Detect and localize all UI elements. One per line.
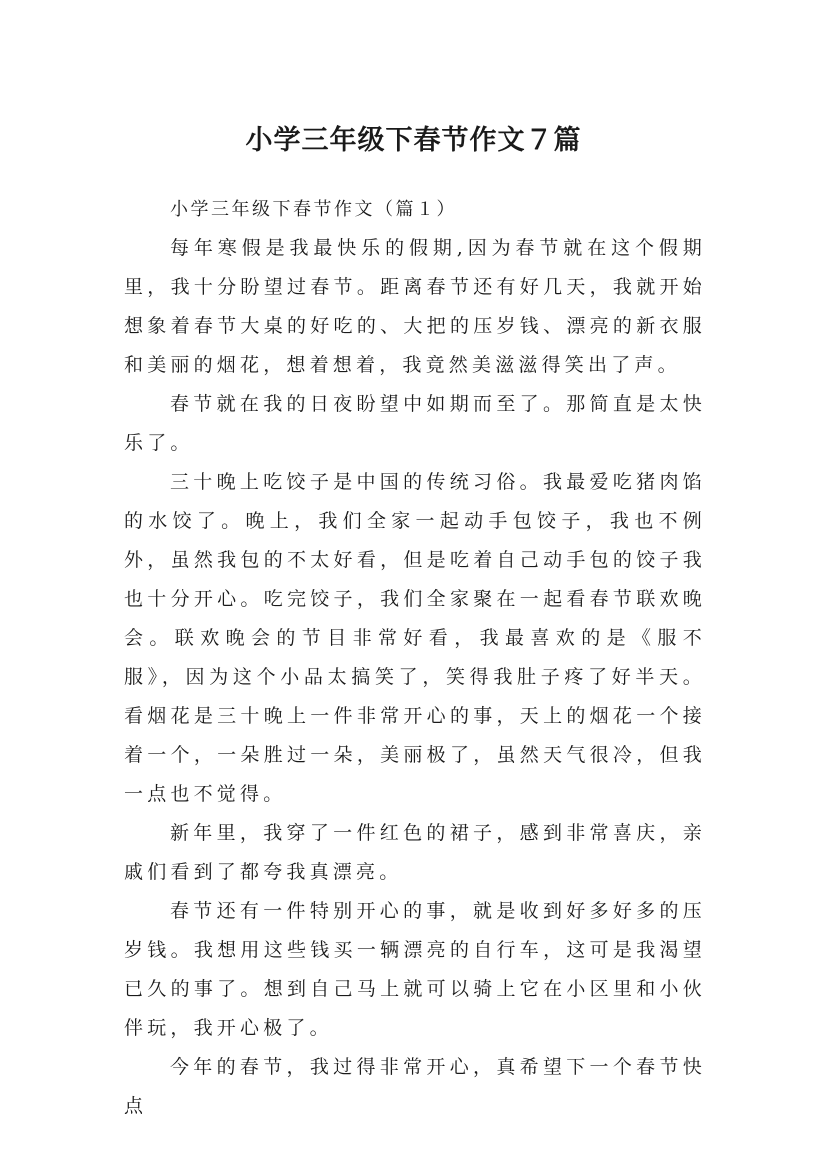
paragraph: 春节就在我的日夜盼望中如期而至了。那简直是太快乐了。 [124,393,706,454]
paragraph: 春节还有一件特别开心的事，就是收到好多好多的压岁钱。我想用这些钱买一辆漂亮的自行车，这可是我渴望已久的事了。想到自己马上就可以骑上它在小区里和小伙伴玩，我开心极了。 [124,900,706,1039]
section-heading: 小学三年级下春节作文（篇１） [170,199,457,220]
document-body [124,190,706,1126]
paragraph: 新年里，我穿了一件红色的裙子，感到非常喜庆，亲戚们看到了都夸我真漂亮。 [124,822,706,883]
paragraph: 今年的春节，我过得非常开心，真希望下一个春节快点 [124,1056,706,1117]
document-title: 小学三年级下春节作文７篇 [245,125,582,157]
paragraph: 每年寒假是我最快乐的假期,因为春节就在这个假期里，我十分盼望过春节。距离春节还有好几天，我就开始想象着春节大桌的好吃的、大把的压岁钱、漂亮的新衣服和美丽的烟花，想着想着，我竟然美滋滋得笑出了声。 [124,237,706,376]
paragraph: 三十晚上吃饺子是中国的传统习俗。我最爱吃猪肉馅的水饺了。晚上，我们全家一起动手包饺子，我也不例外，虽然我包的不太好看，但是吃着自己动手包的饺子我也十分开心。吃完饺子，我们全家聚在一起看春节联欢晚会。联欢晚会的节目非常好看，我最喜欢的是《服不服》，因为这个小品太搞笑了，笑得我肚子疼了好半天。看烟花是三十晚上一件非常开心的事，天上的烟花一个接着一个，一朵胜过一朵，美丽极了，虽然天气很冷，但我一点也不觉得。 [124,471,706,805]
